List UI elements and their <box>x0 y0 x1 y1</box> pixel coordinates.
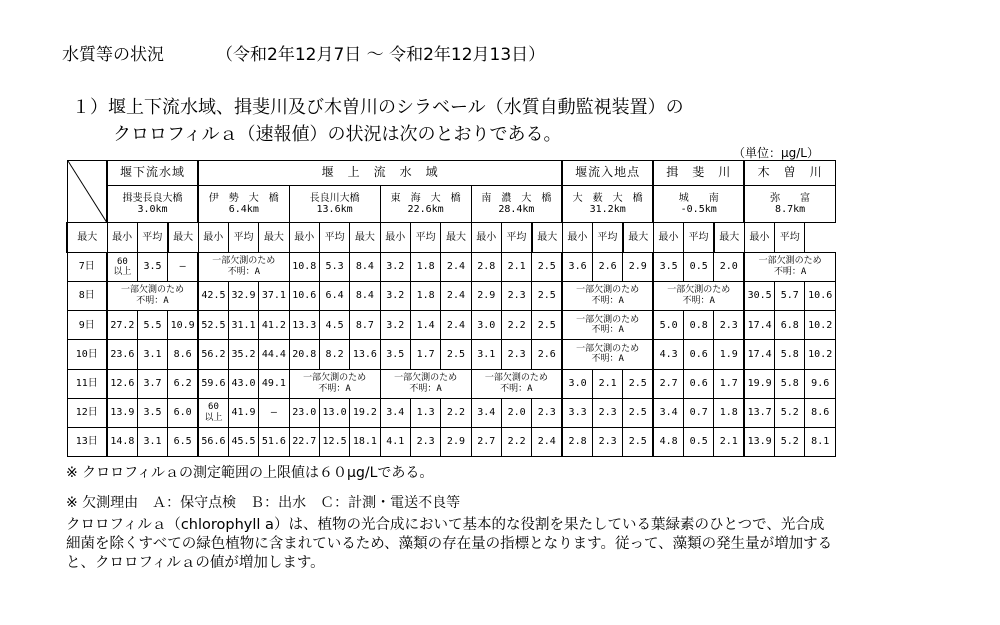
value-cell: 2.0 <box>501 398 531 427</box>
site-name: 伊 勢 大 橋 <box>208 192 279 204</box>
value-cell: 49.1 <box>259 369 289 398</box>
value-cell: 2.4 <box>532 427 562 456</box>
value-cell: 8.4 <box>350 282 380 311</box>
value-cell: 3.0 <box>562 369 592 398</box>
site-header <box>380 186 471 223</box>
day-cell: 8日 <box>67 282 107 311</box>
value-cell: 0.5 <box>684 253 714 282</box>
stat-header: 最小 <box>744 223 774 253</box>
value-cell: 2.1 <box>714 427 744 456</box>
value-cell: 4.3 <box>653 340 683 369</box>
intro-line-1: １）堰上下流水域、揖斐川及び木曽川のシラベール（水質自動監視装置）の <box>72 97 684 118</box>
value-cell: 2.2 <box>501 427 531 456</box>
value-cell: 3.5 <box>137 253 167 282</box>
value-cell: 5.0 <box>653 311 683 340</box>
value-cell: 2.3 <box>410 427 440 456</box>
stat-header: 最小 <box>107 223 137 253</box>
value-cell: 0.7 <box>684 398 714 427</box>
value-cell: 60 以上 <box>198 398 228 427</box>
day-cell: 9日 <box>67 311 107 340</box>
missing-data-note: 一部欠測のため 不明：A <box>562 282 653 311</box>
value-cell: 2.3 <box>714 311 744 340</box>
site-header <box>562 186 653 223</box>
value-cell: 3.2 <box>380 253 410 282</box>
day-cell: 11日 <box>67 369 107 398</box>
value-cell: 3.2 <box>380 311 410 340</box>
region-kiso-river: 木 曽 川 <box>744 161 835 186</box>
stat-header: 最大 <box>67 223 107 253</box>
value-cell: 8.6 <box>805 398 836 427</box>
value-cell: 2.3 <box>501 340 531 369</box>
stat-header: 平均 <box>319 223 349 253</box>
site-distance: 6.4km <box>228 204 259 215</box>
value-cell: 5.2 <box>775 398 805 427</box>
site-distance: 31.2km <box>589 204 626 215</box>
value-cell: 56.6 <box>198 427 228 456</box>
site-distance: -0.5km <box>680 204 717 215</box>
value-cell: 2.3 <box>593 427 623 456</box>
value-cell: 2.5 <box>532 282 562 311</box>
value-cell: 23.6 <box>107 340 137 369</box>
value-cell: 35.2 <box>228 340 258 369</box>
value-cell: 2.3 <box>532 398 562 427</box>
site-distance: 22.6km <box>407 204 444 215</box>
value-cell: 13.9 <box>107 398 137 427</box>
value-cell: 52.5 <box>198 311 228 340</box>
value-cell: 60 以上 <box>107 253 137 282</box>
value-cell: 2.5 <box>441 340 471 369</box>
value-cell: 1.7 <box>410 340 440 369</box>
value-cell: 13.6 <box>350 340 380 369</box>
stat-header: 平均 <box>410 223 440 253</box>
value-cell: 2.4 <box>441 311 471 340</box>
region-ibi-river: 揖 斐 川 <box>653 161 744 186</box>
value-cell: 37.1 <box>259 282 289 311</box>
note-missing-reasons: ※ 欠測理由 Ａ：保守点検 Ｂ：出水 Ｃ：計測・電送不良等 <box>66 495 461 511</box>
value-cell: 10.6 <box>289 282 319 311</box>
value-cell: 42.5 <box>198 282 228 311</box>
unit-label: （単位：μg/L） <box>733 146 819 160</box>
site-header-row <box>67 186 836 223</box>
site-header <box>198 186 289 223</box>
value-cell: 3.4 <box>471 398 501 427</box>
stat-header: 平均 <box>137 223 167 253</box>
value-cell: 19.9 <box>744 369 774 398</box>
corner-cell <box>67 161 107 223</box>
value-cell: 8.7 <box>350 311 380 340</box>
value-cell: 5.5 <box>137 311 167 340</box>
day-cell: 10日 <box>67 340 107 369</box>
value-cell: 2.5 <box>623 369 653 398</box>
stat-header: 最大 <box>350 223 380 253</box>
intro-line-2: クロロフィルａ（速報値）の状況は次のとおりである。 <box>113 124 562 145</box>
missing-data-note: 一部欠測のため 不明：A <box>289 369 380 398</box>
value-cell: 2.6 <box>532 340 562 369</box>
missing-data-note: 一部欠測のため 不明：A <box>744 253 835 282</box>
value-cell: 18.1 <box>350 427 380 456</box>
stat-header: 最小 <box>380 223 410 253</box>
value-cell: 17.4 <box>744 311 774 340</box>
value-cell: 1.9 <box>714 340 744 369</box>
stat-header: 最小 <box>289 223 319 253</box>
value-cell: 8.4 <box>350 253 380 282</box>
value-cell: 2.2 <box>501 311 531 340</box>
stat-header: 平均 <box>593 223 623 253</box>
table-row <box>67 427 836 456</box>
value-cell: 6.4 <box>319 282 349 311</box>
value-cell: 10.2 <box>805 311 836 340</box>
value-cell: 41.2 <box>259 311 289 340</box>
stat-header: 最小 <box>198 223 228 253</box>
table-row <box>67 340 836 369</box>
value-cell: 17.4 <box>744 340 774 369</box>
value-cell: 2.5 <box>623 398 653 427</box>
day-cell: 7日 <box>67 253 107 282</box>
day-cell: 12日 <box>67 398 107 427</box>
table-row <box>67 369 836 398</box>
stat-header: 平均 <box>228 223 258 253</box>
title-text: 水質等の状況 <box>62 45 164 65</box>
value-cell: 8.2 <box>319 340 349 369</box>
value-cell: 20.8 <box>289 340 319 369</box>
missing-data-note: 一部欠測のため 不明：A <box>107 282 198 311</box>
value-cell: 45.5 <box>228 427 258 456</box>
day-cell: 13日 <box>67 427 107 456</box>
value-cell: 6.8 <box>775 311 805 340</box>
value-cell: 3.7 <box>137 369 167 398</box>
stat-header: 最大 <box>259 223 289 253</box>
value-cell: 10.6 <box>805 282 836 311</box>
site-name: 大 薮 大 橋 <box>572 192 643 204</box>
stat-header: 最大 <box>623 223 653 253</box>
value-cell: 13.7 <box>744 398 774 427</box>
missing-data-note: 一部欠測のため 不明：A <box>380 369 471 398</box>
value-cell: – <box>259 398 289 427</box>
value-cell: 2.6 <box>593 253 623 282</box>
value-cell: 2.5 <box>532 253 562 282</box>
value-cell: 10.9 <box>168 311 198 340</box>
region-upstream: 堰 上 流 水 域 <box>198 161 562 186</box>
value-cell: 56.2 <box>198 340 228 369</box>
table-row <box>67 253 836 282</box>
stat-header: 平均 <box>684 223 714 253</box>
value-cell: 3.5 <box>653 253 683 282</box>
site-name: 城 南 <box>678 192 719 204</box>
site-name: 長良川大橋 <box>309 192 360 204</box>
value-cell: 2.8 <box>562 427 592 456</box>
table-row <box>67 282 836 311</box>
missing-data-note: 一部欠測のため 不明：A <box>653 282 744 311</box>
missing-data-note: 一部欠測のため 不明：A <box>198 253 289 282</box>
value-cell: 5.3 <box>319 253 349 282</box>
value-cell: 0.6 <box>684 340 714 369</box>
value-cell: 3.1 <box>137 340 167 369</box>
value-cell: 13.9 <box>744 427 774 456</box>
value-cell: 1.3 <box>410 398 440 427</box>
value-cell: 59.6 <box>198 369 228 398</box>
value-cell: – <box>168 253 198 282</box>
value-cell: 4.1 <box>380 427 410 456</box>
region-downstream: 堰下流水域 <box>107 161 198 186</box>
site-header <box>289 186 380 223</box>
stat-header-row <box>67 223 836 253</box>
value-cell: 31.1 <box>228 311 258 340</box>
value-cell: 6.0 <box>168 398 198 427</box>
chlorophyll-table <box>66 160 836 457</box>
site-distance: 28.4km <box>498 204 535 215</box>
value-cell: 4.5 <box>319 311 349 340</box>
site-distance: 3.0km <box>137 204 168 215</box>
value-cell: 0.8 <box>684 311 714 340</box>
value-cell: 2.4 <box>441 282 471 311</box>
stat-header: 平均 <box>775 223 805 253</box>
site-distance: 13.6km <box>316 204 353 215</box>
value-cell: 1.8 <box>410 282 440 311</box>
stat-header: 最大 <box>714 223 744 253</box>
region-inflow: 堰流入地点 <box>562 161 653 186</box>
value-cell: 44.4 <box>259 340 289 369</box>
value-cell: 8.6 <box>168 340 198 369</box>
value-cell: 51.6 <box>259 427 289 456</box>
missing-data-note: 一部欠測のため 不明：A <box>562 311 653 340</box>
value-cell: 2.7 <box>653 369 683 398</box>
value-cell: 0.6 <box>684 369 714 398</box>
site-header <box>744 186 835 223</box>
stat-header: 最大 <box>441 223 471 253</box>
value-cell: 10.2 <box>805 340 836 369</box>
value-cell: 2.9 <box>623 253 653 282</box>
site-name: 南 濃 大 橋 <box>481 192 552 204</box>
value-cell: 9.6 <box>805 369 836 398</box>
value-cell: 3.5 <box>137 398 167 427</box>
value-cell: 3.0 <box>471 311 501 340</box>
page-title <box>62 40 545 65</box>
value-cell: 1.8 <box>410 253 440 282</box>
value-cell: 10.8 <box>289 253 319 282</box>
value-cell: 3.2 <box>380 282 410 311</box>
value-cell: 5.8 <box>775 340 805 369</box>
period-text: （令和2年12月7日 ～ 令和2年12月13日） <box>216 45 546 65</box>
value-cell: 14.8 <box>107 427 137 456</box>
value-cell: 5.2 <box>775 427 805 456</box>
value-cell: 2.0 <box>714 253 744 282</box>
value-cell: 3.1 <box>471 340 501 369</box>
value-cell: 5.7 <box>775 282 805 311</box>
value-cell: 6.5 <box>168 427 198 456</box>
stat-header: 最大 <box>532 223 562 253</box>
value-cell: 22.7 <box>289 427 319 456</box>
value-cell: 2.9 <box>471 282 501 311</box>
chlorophyll-description: クロロフィルａ（chlorophyll a）は、植物の光合成において基本的な役割を果たしている葉緑素のひとつで、光合成細菌を除くすべての緑色植物に含まれているため、藻類の存在量の指標となります。従って、藻類の発生量が増加すると、クロロフィルａの値が増加します。 <box>66 517 833 571</box>
stat-header: 最小 <box>562 223 592 253</box>
value-cell: 1.8 <box>714 398 744 427</box>
value-cell: 19.2 <box>350 398 380 427</box>
table-row <box>67 311 836 340</box>
site-name: 揖斐長良大橋 <box>122 192 183 204</box>
value-cell: 2.1 <box>593 369 623 398</box>
site-distance: 8.7km <box>775 204 806 215</box>
value-cell: 3.4 <box>380 398 410 427</box>
site-name: 弥 富 <box>770 192 811 204</box>
site-header <box>107 186 198 223</box>
site-header <box>471 186 562 223</box>
value-cell: 4.8 <box>653 427 683 456</box>
value-cell: 3.6 <box>562 253 592 282</box>
value-cell: 6.2 <box>168 369 198 398</box>
diagonal-line-icon <box>68 161 107 222</box>
value-cell: 1.4 <box>410 311 440 340</box>
table-body <box>67 253 836 457</box>
value-cell: 43.0 <box>228 369 258 398</box>
stat-header: 最小 <box>653 223 683 253</box>
value-cell: 5.8 <box>775 369 805 398</box>
value-cell: 41.9 <box>228 398 258 427</box>
value-cell: 8.1 <box>805 427 836 456</box>
stat-header: 最大 <box>168 223 198 253</box>
note-upper-limit: ※ クロロフィルａの測定範囲の上限値は６０μg/Lである。 <box>66 465 434 481</box>
value-cell: 30.5 <box>744 282 774 311</box>
value-cell: 3.3 <box>562 398 592 427</box>
value-cell: 12.6 <box>107 369 137 398</box>
value-cell: 13.0 <box>319 398 349 427</box>
value-cell: 13.3 <box>289 311 319 340</box>
value-cell: 2.4 <box>441 253 471 282</box>
value-cell: 2.8 <box>471 253 501 282</box>
site-name: 東 海 大 橋 <box>390 192 461 204</box>
value-cell: 1.7 <box>714 369 744 398</box>
value-cell: 2.9 <box>441 427 471 456</box>
value-cell: 2.5 <box>532 311 562 340</box>
value-cell: 3.1 <box>137 427 167 456</box>
missing-data-note: 一部欠測のため 不明：A <box>562 340 653 369</box>
value-cell: 12.5 <box>319 427 349 456</box>
table-row <box>67 398 836 427</box>
value-cell: 2.1 <box>501 253 531 282</box>
value-cell: 27.2 <box>107 311 137 340</box>
stat-header: 最小 <box>471 223 501 253</box>
region-header-row <box>67 161 836 186</box>
value-cell: 2.7 <box>471 427 501 456</box>
value-cell: 32.9 <box>228 282 258 311</box>
missing-data-note: 一部欠測のため 不明：A <box>471 369 562 398</box>
stat-header: 平均 <box>501 223 531 253</box>
value-cell: 23.0 <box>289 398 319 427</box>
value-cell: 3.4 <box>653 398 683 427</box>
site-header <box>653 186 744 223</box>
value-cell: 2.5 <box>623 427 653 456</box>
value-cell: 0.5 <box>684 427 714 456</box>
value-cell: 3.5 <box>380 340 410 369</box>
value-cell: 2.2 <box>441 398 471 427</box>
value-cell: 2.3 <box>593 398 623 427</box>
value-cell: 2.3 <box>501 282 531 311</box>
